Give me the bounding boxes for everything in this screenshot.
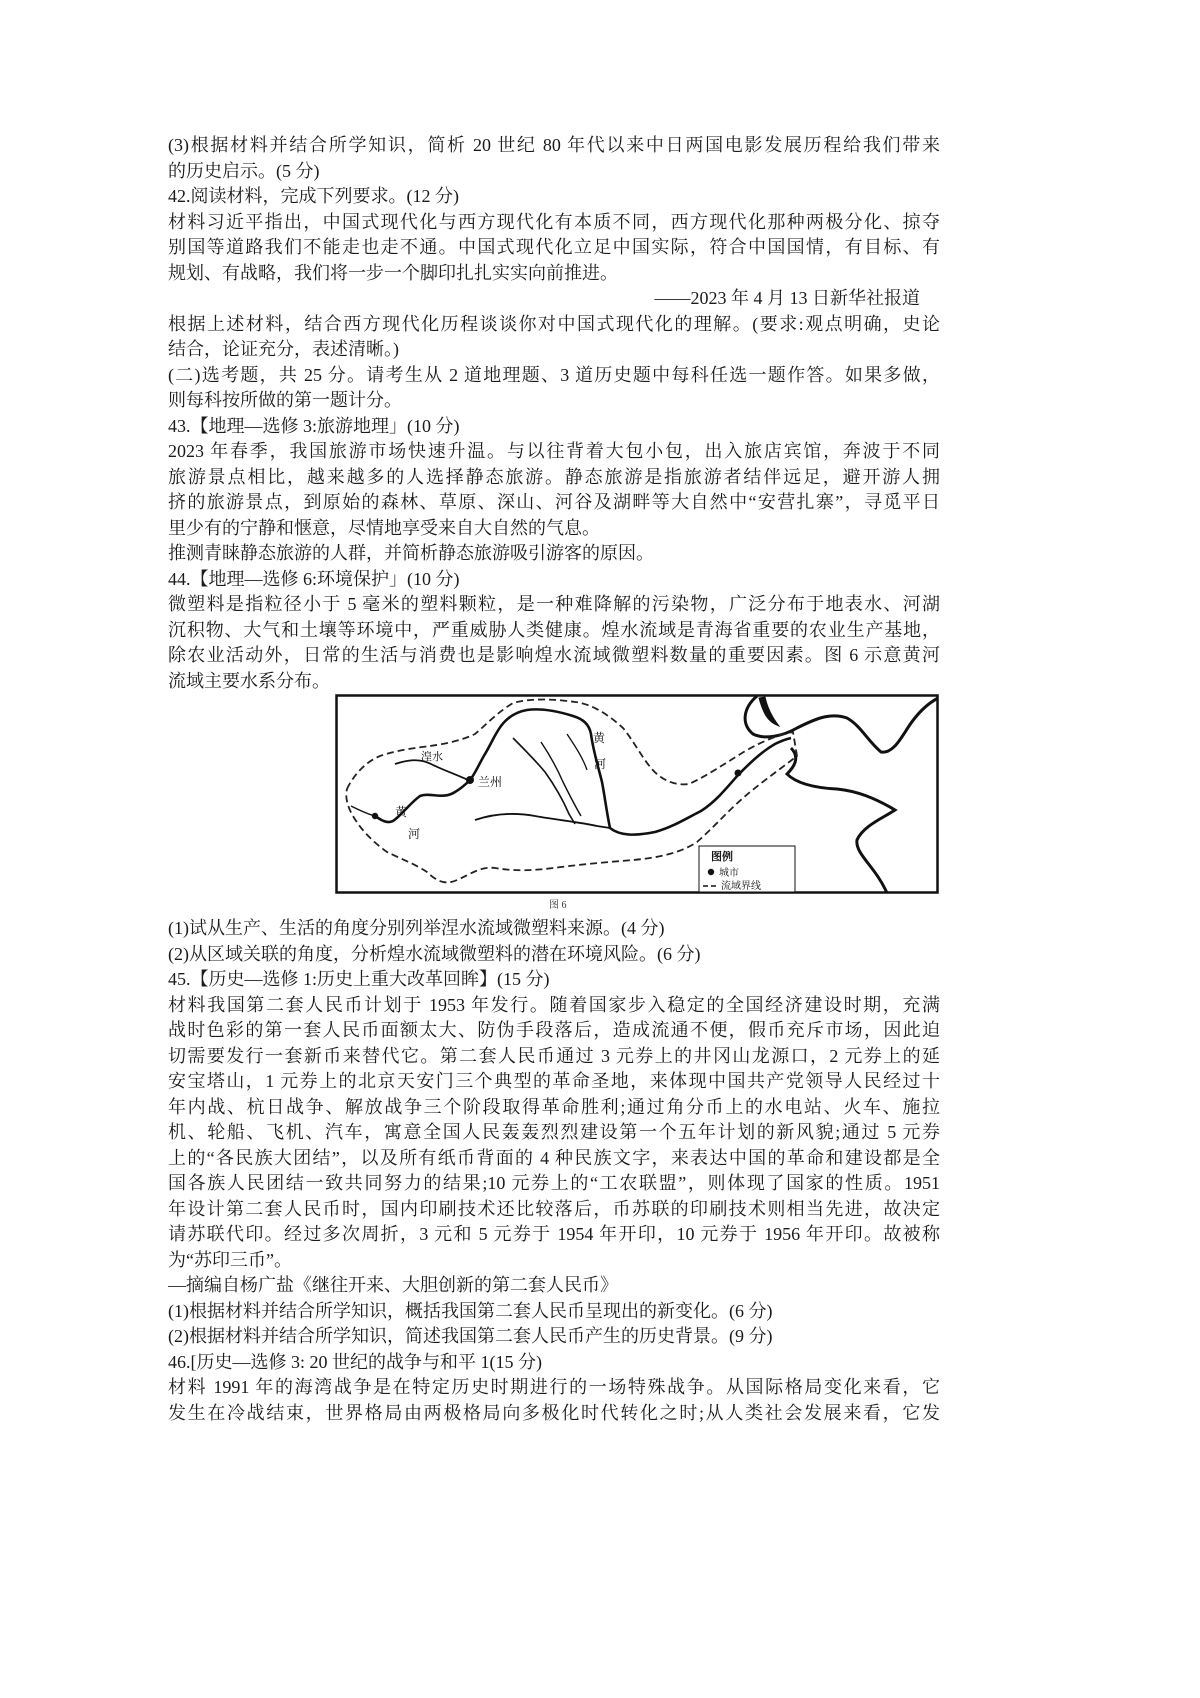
question-44-1-text: (1)试从生产、生活的角度分别列举涅水流域微塑料来源。(4 分) [168,918,665,938]
question-46-material-text: 材料 1991 年的海湾战争是在特定历史时期进行的一场特殊战争。从国际格局变化来看，它 [168,1377,940,1397]
city-dot-lanzhou [466,776,474,784]
question-45-material-text: 切需要发行一套新币来替代它。第二套人民币通过 3 元券上的井冈山龙源口，2 元券上的延 [168,1045,940,1066]
city-dot [735,770,742,777]
question-43-material-text: 旅游景点相比，越来越多的人选择静态旅游。静态旅游是指旅游者结伴远足，避开游人拥 [168,466,940,487]
question-44-material-text: 除农业活动外，日常的生活与消费也是影响煌水流域微塑料数量的重要因素。图 6 示意黄河 [168,645,940,665]
legend-city-dot [708,869,714,875]
question-45-1-text: (1)根据材料并结合所学知识，概括我国第二套人民币呈现出的新变化。(6 分) [168,1300,773,1321]
map-svg [335,694,940,894]
label-yellow-river-east-1: 黄 [593,731,606,745]
label-yellow-river-east-2: 河 [594,757,607,771]
elective-instructions: 则每科按所做的第一题计分。 [168,390,402,410]
legend-city-label: 城市 [719,868,739,879]
question-41-3-text: 的历史启示。(5 分) [168,160,320,181]
question-45-material-text: 年内战、杭日战争、解放战争三个阶段取得革命胜利;通过角分币上的水电站、火车、施拉 [168,1096,940,1117]
river-source-dot [372,813,378,819]
label-huangshui: 湟水 [421,751,443,763]
question-42-heading: 42.阅读材料，完成下列要求。(12 分) [168,186,459,206]
text-column [168,133,940,1426]
question-41-3-text: (3)根据材料并结合所学知识，简析 20 世纪 80 年代以来中日两国电影发展历程给我们带来 [168,135,940,155]
label-lanzhou: 兰州 [478,775,503,789]
label-yellow-river-west-2: 河 [408,827,421,841]
question-44-material-text: 流域主要水系分布。 [168,670,330,691]
question-45-material-text: 上的“各民族大团结”，以及所有纸币背面的 4 种民族文字，来表达中国的革命和建设都是全 [168,1147,940,1168]
figure-caption: 图 6 [549,900,567,911]
elective-instructions: (二)选考题，共 25 分。请考生从 2 道地理题、3 道历史题中每科任选一题作答。如果多做， [168,364,940,385]
legend-boundary-label: 流域界线 [721,881,761,892]
question-45-material-text: 请苏联代印。经过多次周折，3 元和 5 元券于 1954 年开印，10 元券于 1956 年开印。故被称 [168,1224,940,1244]
question-42-material-text: 别国等道路我们不能走也走不通。中国式现代化立足中国实际，符合中国国情，有目标、有 [168,237,940,257]
question-45-material-text: 材料我国第二套人民币计划于 1953 年发行。随着国家步入稳定的全国经济建设时期，充满 [168,994,940,1015]
question-45-material-text: 机、轮船、飞机、汽车，寓意全国人民轰轰烈烈建设第一个五年计划的新风貌;通过 5 元券 [168,1122,940,1142]
question-44-2-text: (2)从区域关联的角度，分析煌水流域微塑料的潜在环境风险。(6 分) [168,943,701,964]
question-42-prompt: 根据上述材料，结合西方现代化历程谈谈你对中国式现代化的理解。(要求:观点明确，史论 [168,313,940,334]
legend-title: 图例 [711,851,733,863]
question-45-2-text: (2)根据材料并结合所学知识，简述我国第二套人民币产生的历史背景。(9 分) [168,1326,773,1346]
question-43-heading: 43.【地理—选修 3:旅游地理」(10 分) [168,415,460,436]
question-45-material-text: 年设计第二套人民币时，国内印刷技术还比较落后，币苏联的印刷技术则相当先进，故决定 [168,1198,940,1219]
question-44-material-text: 沉积物、大气和土壤等环境中，严重威胁人类健康。煌水流域是青海省重要的农业生产基地， [168,619,940,640]
question-43-material-text: 挤的旅游景点，到原始的森林、草原、深山、河谷及湖畔等大自然中“安营扎寨”，寻觅平日 [168,492,940,512]
map-legend [699,846,795,892]
question-45-heading: 45.【历史—选修 1:历史上重大改革回眸】(15 分) [168,969,550,989]
question-46-material-text: 发生在冷战结束，世界格局由两极格局向多极化时代转化之时;从人类社会发展来看，它发 [168,1402,940,1423]
question-44-heading: 44.【地理—选修 6:环境保护」(10 分) [168,568,460,589]
question-45-material-text: 国各族人民团结一致共同努力的结果;10 元券上的“工农联盟”，则体现了国家的性质。1951 [168,1173,940,1193]
question-44-material-text: 微塑料是指粒径小于 5 毫米的塑料颗粒，是一种难降解的污染物，广泛分布于地表水、河湖 [168,594,940,614]
question-42-material-text: 规划、有战略，我们将一步一个脚印扎扎实实向前推进。 [168,262,618,283]
question-43-material-text: 里少有的宁静和惬意，尽情地享受来自大自然的气息。 [168,517,600,538]
question-45-material-text: 为“苏印三币”。 [168,1249,292,1270]
question-43-material-text: 2023 年春季，我国旅游市场快速升温。与以往背着大包小包，出入旅店宾馆，奔波于不同 [168,441,940,461]
question-42-material-text: 材料习近平指出，中国式现代化与西方现代化有本质不同，西方现代化那种两极分化、掠夺 [168,211,940,232]
question-43-prompt: 推测青睐静态旅游的人群，并简析静态旅游吸引游客的原因。 [168,543,654,563]
question-45-material-text: 战时色彩的第一套人民币面额太大、防伪手段落后，造成流通不便，假币充斥市场，因此迫 [168,1020,940,1040]
question-46-heading: 46.[历史—选修 3: 20 世纪的战争与和平 1(15 分) [168,1351,542,1372]
question-42-source: ——2023 年 4 月 13 日新华社报道 [654,288,920,308]
question-45-material-text: 安宝塔山，1 元券上的北京天安门三个典型的革命圣地，来体现中国共产党领导人民经过十 [168,1071,940,1091]
label-yellow-river-west-1: 黄 [395,805,408,819]
question-45-source: —摘编自杨广盐《继往开来、大胆创新的第二套人民币》 [168,1275,618,1295]
question-42-prompt: 结合，论证充分，表述清晰。) [168,339,399,359]
yellow-river-basin-map [168,694,940,895]
